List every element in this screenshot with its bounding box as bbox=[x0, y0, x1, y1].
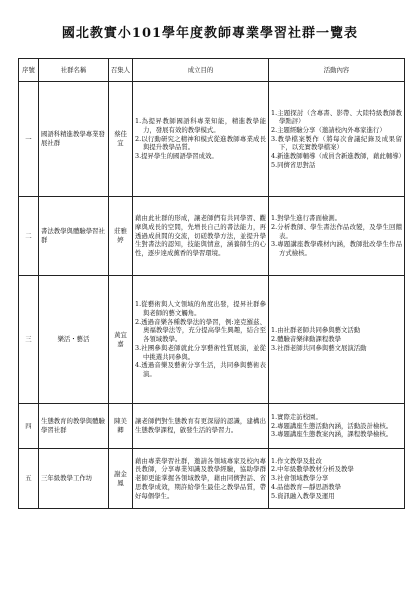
purpose-item: 2.以行動研究之精神和模式從進教師專業成長與提升教學品質。 bbox=[135, 134, 266, 152]
activity-item: 2.中年級數學教材分析及教學 bbox=[271, 465, 354, 474]
activity-item: 1.作文教學及批改 bbox=[271, 456, 322, 465]
activity-item: 5.資訊融入教學及運用 bbox=[271, 491, 335, 500]
activity-list bbox=[271, 413, 402, 439]
header-name: 社群名稱 bbox=[39, 59, 109, 82]
activity-item: 3.教學檔案製作（將每次會議紀錄及成果留下，以充實教學檔案） bbox=[271, 134, 402, 152]
activity-item: 3.社群老師共同參與藝文展演活動 bbox=[271, 343, 367, 352]
activity-item: 2.主題經驗分享（邀請校內外專家進行） bbox=[271, 125, 386, 134]
purpose-cell bbox=[133, 82, 269, 197]
header-convener: 召集人 bbox=[109, 59, 133, 82]
row-number: 四 bbox=[19, 404, 39, 449]
table-header-row bbox=[19, 59, 405, 82]
purpose-item: 2.透過音樂各種教學法的學習，例:達克羅茲、奧福教學法等，充分提高學生興趣，結合至各領域教學。 bbox=[135, 317, 266, 344]
activities-cell bbox=[269, 276, 405, 404]
table-row bbox=[19, 404, 405, 449]
row-number: 五 bbox=[19, 449, 39, 509]
table-row bbox=[19, 197, 405, 276]
purpose-list bbox=[135, 300, 266, 378]
purpose-text: 藉由此社群的形成，讓老師們有共同學習、觀摩與成長的空間，先增長自己的書法能力，再透過成員間的交流，切磋教學方法，並提升學生對書法的認知，技能與情意，涵養師生的心性，逐步達成薰香的學習環境。 bbox=[135, 214, 266, 258]
activity-item: 1.主題探討（含專書、影帶、大陸特級教師教學點評） bbox=[271, 108, 402, 126]
purpose-item: 1.為提昇教師國語科專業知能，精進教學能力，發展有效的教學模式。 bbox=[135, 117, 266, 134]
activity-item: 4.品德教育—靜思語教學 bbox=[271, 482, 342, 491]
purpose-cell bbox=[133, 276, 269, 404]
purpose-text: 讓老師們對生態教育有更深層的認識，建構出生態教學課程，啟發生活的學習力。 bbox=[135, 417, 266, 434]
header-no: 序號 bbox=[19, 59, 39, 82]
activity-item: 2.分析教師、學生書法作品改變，及學生回饋表。 bbox=[271, 222, 402, 240]
community-name: 樂活・藝活 bbox=[39, 276, 109, 404]
activities-cell bbox=[269, 449, 405, 509]
convener-name: 莊雅婷 bbox=[109, 197, 133, 276]
table-row bbox=[19, 449, 405, 509]
activity-list bbox=[271, 326, 402, 352]
table-row bbox=[19, 276, 405, 404]
activity-item: 4.新進教師輔導（成員含新進教師，藉此輔導） bbox=[271, 152, 405, 161]
table-row bbox=[19, 82, 405, 197]
purpose-item: 1.從藝術與人文領域的角度出發，提昇社群參與老師的藝文觸角。 bbox=[135, 300, 266, 318]
purpose-cell bbox=[133, 449, 269, 509]
activity-item: 5.同儕省思對話 bbox=[271, 160, 316, 169]
activity-list bbox=[271, 457, 402, 501]
activity-item: 1.實際走訪校園。 bbox=[271, 412, 322, 421]
activities-cell bbox=[269, 197, 405, 276]
row-number: 一 bbox=[19, 82, 39, 197]
row-number: 三 bbox=[19, 276, 39, 404]
activities-cell bbox=[269, 404, 405, 449]
purpose-text: 藉由專業學習社群，邀請各領域專家及校內專長教師，分享專業知識及教學經驗，協助學群老師更能掌握各領域教學，藉由同儕對話、省思教學成效，期許給學生最佳之教學品質，帶好每個學生。 bbox=[135, 456, 266, 500]
activity-item: 3.專題講座生態教案內涵，課程教學檢核。 bbox=[271, 430, 393, 439]
community-name: 國語科精進教學專業發展社群 bbox=[39, 82, 109, 197]
document-title: 國北教實小101學年度教師專業學習社群一覽表 bbox=[61, 26, 359, 41]
activity-list bbox=[271, 108, 405, 170]
purpose-cell bbox=[133, 404, 269, 449]
purpose-cell bbox=[133, 197, 269, 276]
header-activities: 活動內容 bbox=[269, 59, 405, 82]
purpose-item: 3.提昇學生的國語學習成效。 bbox=[135, 152, 218, 161]
community-name: 生態教育的教學與體驗學習社群 bbox=[39, 404, 109, 449]
activity-list bbox=[271, 214, 402, 258]
purpose-item: 3.社團參與老師就此分享藝術性質展演，並從中挑選共同參與。 bbox=[135, 343, 266, 361]
row-number: 二 bbox=[19, 197, 39, 276]
header-purpose: 成立目的 bbox=[133, 59, 269, 82]
community-name: 書法教學與體驗學習社群 bbox=[39, 197, 109, 276]
community-table bbox=[18, 58, 405, 509]
purpose-item: 4.透過音樂及藝術分享生活，共同參與藝術表演。 bbox=[135, 361, 266, 378]
activity-item: 2.專題講座生態活動內涵，活動設計檢核。 bbox=[271, 421, 393, 430]
activity-item: 1.由社群老師共同參與藝文活動 bbox=[271, 326, 361, 335]
activity-item: 1.對學生進行書面檢測。 bbox=[271, 214, 342, 223]
activity-item: 3.社會領域教學分享 bbox=[271, 474, 329, 483]
purpose-list bbox=[135, 117, 266, 161]
community-name: 三年級教學工作坊 bbox=[39, 449, 109, 509]
activities-cell bbox=[269, 82, 405, 197]
convener-name: 謝金鳳 bbox=[109, 449, 133, 509]
activity-item: 3.專題講座教學碟材內涵，教師批改學生作品方式檢核。 bbox=[271, 240, 402, 258]
convener-name: 陳美卿 bbox=[109, 404, 133, 449]
convener-name: 黃宜嘉 bbox=[109, 276, 133, 404]
convener-name: 蔡佳宜 bbox=[109, 82, 133, 197]
activity-item: 2.體驗音樂律動課程教學 bbox=[271, 335, 342, 344]
